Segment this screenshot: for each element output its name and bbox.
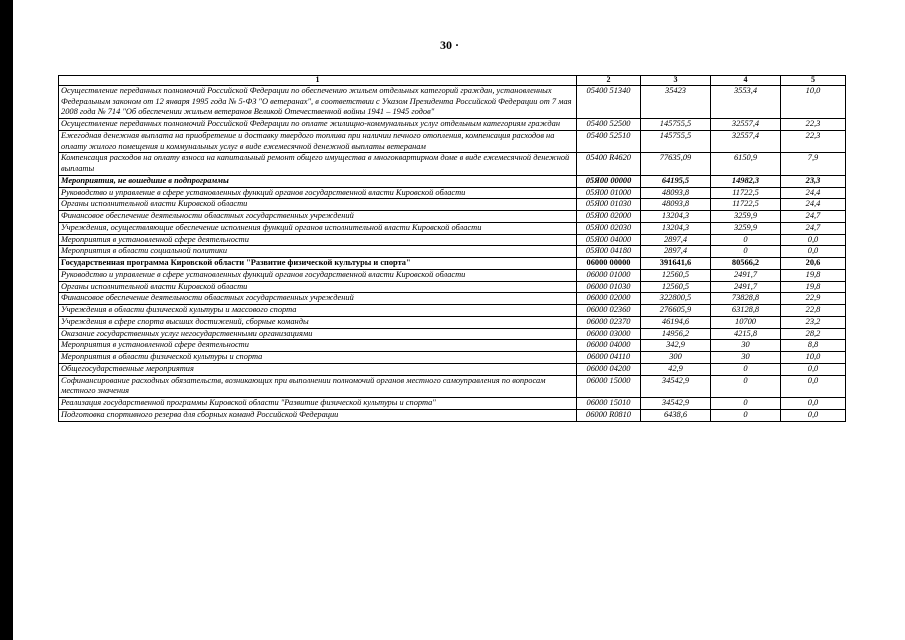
row-name-cell: Руководство и управление в сфере установленных функций органов государственной власти Кировской области (59, 187, 577, 199)
row-percent-cell: 24,7 (781, 222, 846, 234)
table-row (59, 130, 846, 153)
row-percent-cell: 7,9 (781, 153, 846, 176)
row-plan-cell: 2897,4 (641, 234, 711, 246)
row-actual-cell: 0 (711, 375, 781, 398)
row-name-cell: Мероприятия, не вошедшие в подпрограммы (59, 175, 577, 187)
row-name-cell: Общегосударственные мероприятия (59, 363, 577, 375)
row-code-cell: 05400 51340 (577, 85, 641, 118)
row-plan-cell: 64195,5 (641, 175, 711, 187)
row-percent-cell: 0,0 (781, 375, 846, 398)
table-row (59, 363, 846, 375)
scan-edge-bar (0, 0, 13, 640)
row-name-cell: Оказание государственных услуг негосударственными организациями (59, 328, 577, 340)
row-actual-cell: 63128,8 (711, 305, 781, 317)
row-plan-cell: 145755,5 (641, 130, 711, 153)
table-row (59, 199, 846, 211)
row-name-cell: Государственная программа Кировской области "Развитие физической культуры и спорта" (59, 258, 577, 270)
row-code-cell: 05Я00 04180 (577, 246, 641, 258)
row-plan-cell: 48093,8 (641, 187, 711, 199)
row-code-cell: 05Я00 02000 (577, 211, 641, 223)
row-name-cell: Финансовое обеспечение деятельности областных государственных учреждений (59, 293, 577, 305)
row-plan-cell: 34542,9 (641, 398, 711, 410)
row-actual-cell: 30 (711, 340, 781, 352)
row-actual-cell: 0 (711, 409, 781, 421)
row-plan-cell: 34542,9 (641, 375, 711, 398)
row-name-cell: Учреждения, осуществляющие обеспечение исполнения функций органов исполнительной власти Кировской области (59, 222, 577, 234)
row-percent-cell: 0,0 (781, 409, 846, 421)
row-actual-cell: 73828,8 (711, 293, 781, 305)
row-percent-cell: 24,4 (781, 199, 846, 211)
table-row (59, 119, 846, 131)
row-code-cell: 06000 01030 (577, 281, 641, 293)
row-percent-cell: 0,0 (781, 363, 846, 375)
row-percent-cell: 19,8 (781, 269, 846, 281)
row-plan-cell: 12560,5 (641, 281, 711, 293)
row-plan-cell: 276605,9 (641, 305, 711, 317)
row-percent-cell: 22,8 (781, 305, 846, 317)
row-code-cell: 06000 02000 (577, 293, 641, 305)
row-plan-cell: 2897,4 (641, 246, 711, 258)
row-actual-cell: 2491,7 (711, 269, 781, 281)
row-plan-cell: 145755,5 (641, 119, 711, 131)
row-actual-cell: 0 (711, 246, 781, 258)
header-col-4: 4 (711, 76, 781, 86)
row-code-cell: 06000 02370 (577, 316, 641, 328)
row-percent-cell: 22,3 (781, 130, 846, 153)
row-actual-cell: 3259,9 (711, 211, 781, 223)
table-header-row (59, 76, 846, 86)
table-row (59, 305, 846, 317)
row-percent-cell: 0,0 (781, 246, 846, 258)
row-plan-cell: 342,9 (641, 340, 711, 352)
row-plan-cell: 42,9 (641, 363, 711, 375)
table-row (59, 269, 846, 281)
row-percent-cell: 23,2 (781, 316, 846, 328)
row-plan-cell: 12560,5 (641, 269, 711, 281)
row-code-cell: 06000 00000 (577, 258, 641, 270)
header-col-3: 3 (641, 76, 711, 86)
row-name-cell: Мероприятия в области социальной политики (59, 246, 577, 258)
row-code-cell: 06000 R0810 (577, 409, 641, 421)
row-percent-cell: 20,6 (781, 258, 846, 270)
row-plan-cell: 14956,2 (641, 328, 711, 340)
row-name-cell: Компенсация расходов на оплату взноса на капитальный ремонт общего имущества в многоквартирном доме в виде ежемесячной денежной выплаты (59, 153, 577, 176)
table-row (59, 352, 846, 364)
row-actual-cell: 4215,8 (711, 328, 781, 340)
row-actual-cell: 0 (711, 234, 781, 246)
row-code-cell: 06000 04200 (577, 363, 641, 375)
row-percent-cell: 19,8 (781, 281, 846, 293)
budget-table (58, 75, 846, 422)
table-row (59, 293, 846, 305)
row-name-cell: Органы исполнительной власти Кировской области (59, 199, 577, 211)
table-row (59, 175, 846, 187)
table-row (59, 328, 846, 340)
row-actual-cell: 6150,9 (711, 153, 781, 176)
row-actual-cell: 10700 (711, 316, 781, 328)
table-row (59, 246, 846, 258)
table-row (59, 398, 846, 410)
table-body (59, 85, 846, 421)
row-percent-cell: 24,7 (781, 211, 846, 223)
table-row (59, 258, 846, 270)
row-code-cell: 06000 15000 (577, 375, 641, 398)
row-percent-cell: 0,0 (781, 398, 846, 410)
row-actual-cell: 0 (711, 363, 781, 375)
row-plan-cell: 300 (641, 352, 711, 364)
row-name-cell: Мероприятия в установленной сфере деятельности (59, 234, 577, 246)
table-row (59, 85, 846, 118)
table-row (59, 281, 846, 293)
row-plan-cell: 391641,6 (641, 258, 711, 270)
row-code-cell: 05400 R4620 (577, 153, 641, 176)
row-name-cell: Подготовка спортивного резерва для сборных команд Российской Федерации (59, 409, 577, 421)
row-actual-cell: 11722,5 (711, 199, 781, 211)
row-plan-cell: 35423 (641, 85, 711, 118)
header-col-5: 5 (781, 76, 846, 86)
row-code-cell: 06000 04110 (577, 352, 641, 364)
table-row (59, 234, 846, 246)
row-name-cell: Мероприятия в области физической культуры и спорта (59, 352, 577, 364)
row-name-cell: Мероприятия в установленной сфере деятельности (59, 340, 577, 352)
row-percent-cell: 0,0 (781, 234, 846, 246)
row-code-cell: 06000 02360 (577, 305, 641, 317)
row-plan-cell: 48093,8 (641, 199, 711, 211)
row-actual-cell: 3259,9 (711, 222, 781, 234)
table-row (59, 409, 846, 421)
row-name-cell: Осуществление переданных полномочий Российской Федерации по оплате жилищно-коммунальных услуг отдельным категориям граждан (59, 119, 577, 131)
row-percent-cell: 24,4 (781, 187, 846, 199)
row-percent-cell: 22,3 (781, 119, 846, 131)
row-code-cell: 05Я00 00000 (577, 175, 641, 187)
row-code-cell: 05Я00 01000 (577, 187, 641, 199)
row-percent-cell: 23,3 (781, 175, 846, 187)
row-plan-cell: 77635,09 (641, 153, 711, 176)
row-name-cell: Финансовое обеспечение деятельности областных государственных учреждений (59, 211, 577, 223)
table-row (59, 211, 846, 223)
row-actual-cell: 80566,2 (711, 258, 781, 270)
row-code-cell: 05Я00 02030 (577, 222, 641, 234)
table-row (59, 153, 846, 176)
row-name-cell: Осуществление переданных полномочий Российской Федерации по обеспечению жильем отдельных категорий граждан, установленных Федеральным законом от 12 января 1995 года № 5-ФЗ "О ветеранах", в соответствии с Указом Президента Российской Федерации от 7 мая 2008 года № 714 "Об обеспечении жильем ветеранов Великой Отечественной войны 1941 – 1945 годов" (59, 85, 577, 118)
row-percent-cell: 10,0 (781, 352, 846, 364)
row-plan-cell: 46194,6 (641, 316, 711, 328)
row-code-cell: 05Я00 04000 (577, 234, 641, 246)
row-percent-cell: 8,8 (781, 340, 846, 352)
page-number: 30 · (440, 38, 460, 52)
row-actual-cell: 14982,3 (711, 175, 781, 187)
row-actual-cell: 2491,7 (711, 281, 781, 293)
row-percent-cell: 28,2 (781, 328, 846, 340)
row-actual-cell: 32557,4 (711, 130, 781, 153)
table-row (59, 222, 846, 234)
row-code-cell: 06000 03000 (577, 328, 641, 340)
row-actual-cell: 0 (711, 398, 781, 410)
row-percent-cell: 10,0 (781, 85, 846, 118)
row-plan-cell: 13204,3 (641, 211, 711, 223)
row-code-cell: 06000 15010 (577, 398, 641, 410)
row-name-cell: Ежегодная денежная выплата на приобретение и доставку твердого топлива при наличии печного отопления, компенсация расходов на оплату жилого помещения и коммунальных услуг в виде ежемесячной денежной выплаты ветеранам (59, 130, 577, 153)
row-actual-cell: 32557,4 (711, 119, 781, 131)
row-code-cell: 05400 52510 (577, 130, 641, 153)
row-code-cell: 06000 01000 (577, 269, 641, 281)
header-col-1: 1 (59, 76, 577, 86)
row-code-cell: 05Я00 01030 (577, 199, 641, 211)
header-col-2: 2 (577, 76, 641, 86)
row-actual-cell: 3553,4 (711, 85, 781, 118)
row-name-cell: Учреждения в области физической культуры и массового спорта (59, 305, 577, 317)
row-code-cell: 06000 04000 (577, 340, 641, 352)
row-name-cell: Органы исполнительной власти Кировской области (59, 281, 577, 293)
row-plan-cell: 13204,3 (641, 222, 711, 234)
table-row (59, 375, 846, 398)
row-name-cell: Руководство и управление в сфере установленных функций органов государственной власти Кировской области (59, 269, 577, 281)
row-plan-cell: 6438,6 (641, 409, 711, 421)
row-percent-cell: 22,9 (781, 293, 846, 305)
table-row (59, 316, 846, 328)
row-name-cell: Реализация государственной программы Кировской области "Развитие физической культуры и спорта" (59, 398, 577, 410)
table-row (59, 187, 846, 199)
row-name-cell: Софинансирование расходных обязательств, возникающих при выполнении полномочий органов местного самоуправления по вопросам местного значения (59, 375, 577, 398)
row-plan-cell: 322800,5 (641, 293, 711, 305)
row-code-cell: 05400 52500 (577, 119, 641, 131)
row-actual-cell: 11722,5 (711, 187, 781, 199)
row-actual-cell: 30 (711, 352, 781, 364)
row-name-cell: Учреждения в сфере спорта высших достижений, сборные команды (59, 316, 577, 328)
table-row (59, 340, 846, 352)
